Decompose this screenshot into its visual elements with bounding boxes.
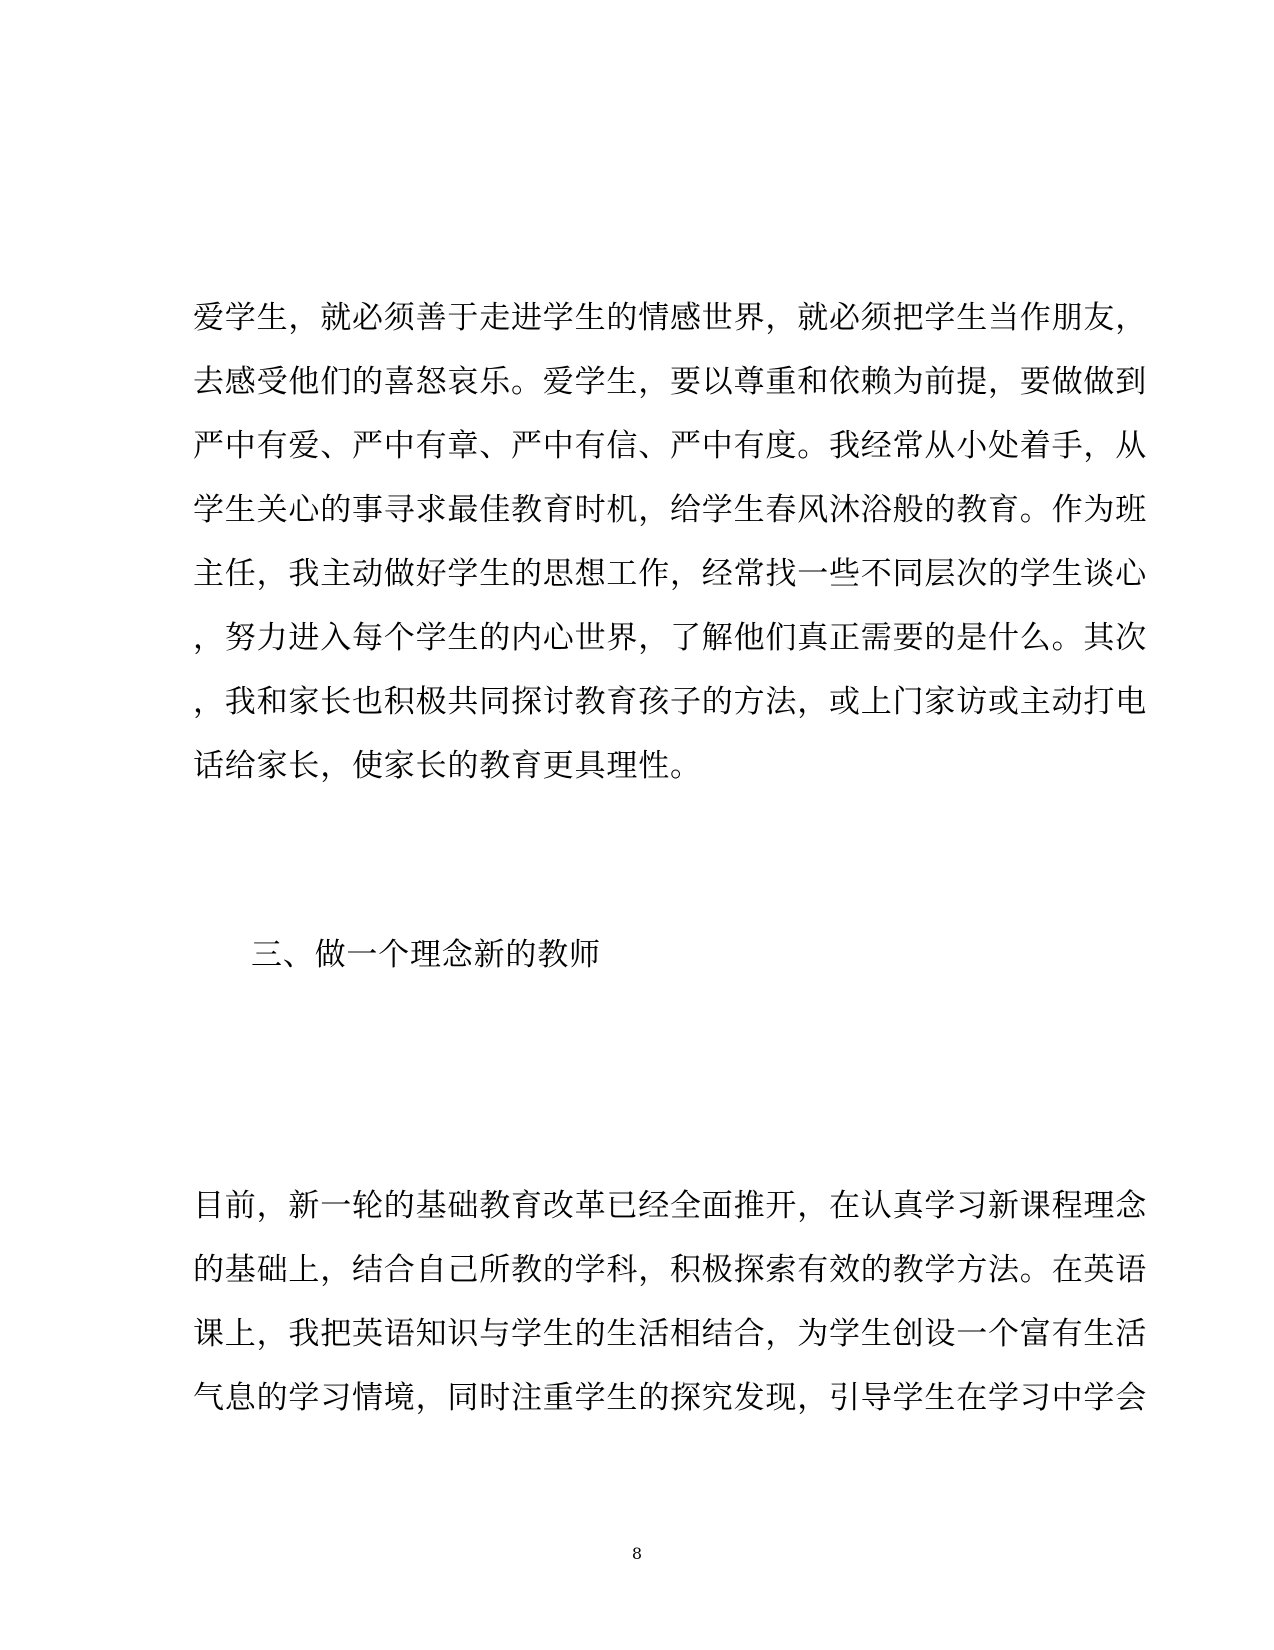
paragraph-1-line: 严中有爱、严中有章、严中有信、严中有度。我经常从小处着手，从 — [193, 428, 1147, 464]
paragraph-2-line: 的基础上，结合自己所教的学科，积极探索有效的教学方法。在英语 — [193, 1252, 1147, 1288]
paragraph-1-line: 话给家长，使家长的教育更具理性。 — [193, 748, 702, 784]
paragraph-1-line: 去感受他们的喜怒哀乐。爱学生，要以尊重和依赖为前提，要做做到 — [193, 364, 1147, 400]
section-heading: 三、做一个理念新的教师 — [251, 937, 601, 973]
paragraph-2-line: 课上，我把英语知识与学生的生活相结合，为学生创设一个富有生活 — [193, 1316, 1147, 1352]
paragraph-2-line: 目前，新一轮的基础教育改革已经全面推开，在认真学习新课程理念 — [193, 1188, 1147, 1224]
paragraph-1-line: ，努力进入每个学生的内心世界，了解他们真正需要的是什么。其次 — [193, 620, 1147, 656]
paragraph-1-line: ，我和家长也积极共同探讨教育孩子的方法，或上门家访或主动打电 — [193, 684, 1147, 720]
paragraph-2-line: 气息的学习情境，同时注重学生的探究发现，引导学生在学习中学会 — [193, 1380, 1147, 1416]
paragraph-1-line: 学生关心的事寻求最佳教育时机，给学生春风沐浴般的教育。作为班 — [193, 492, 1147, 528]
paragraph-1-line: 主任，我主动做好学生的思想工作，经常找一些不同层次的学生谈心 — [193, 556, 1147, 592]
paragraph-1-line: 爱学生，就必须善于走进学生的情感世界，就必须把学生当作朋友， — [193, 300, 1147, 336]
page-number: 8 — [631, 1544, 643, 1563]
